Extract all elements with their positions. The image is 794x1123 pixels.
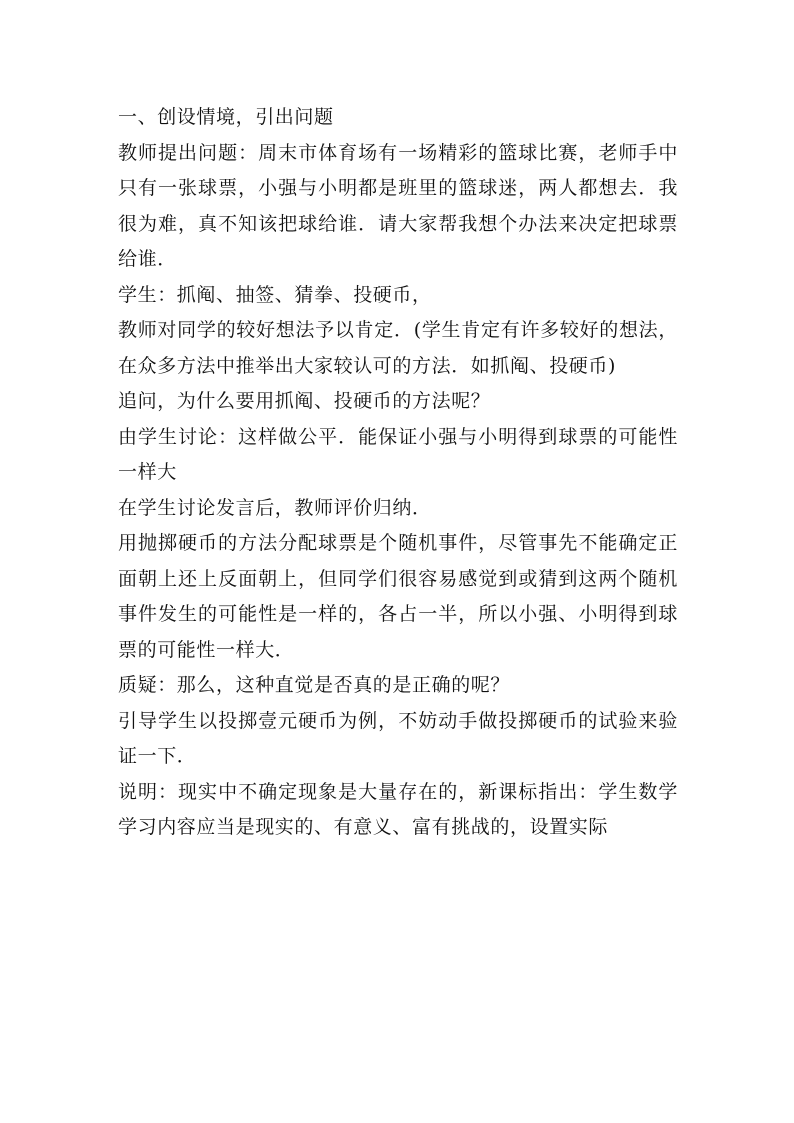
paragraph-teacher-summary: 在学生讨论发言后，教师评价归纳．	[118, 496, 432, 519]
paragraph-follow-up: 追问，为什么要用抓阄、投硬币的方法呢？	[118, 390, 491, 412]
paragraph-student-discussion: 由学生讨论：这样做公平．能保证小强与小明得到球票的可能性一样大	[118, 425, 678, 483]
paragraph-coin-explanation: 用抛掷硬币的方法分配球票是个随机事件，尽管事先不能确定正面朝上还上反面朝上，但同学们很容易感觉到或猜到这两个随机事件发生的可能性是一样的，各占一半，所以小强、小明得到球票的可能性一样大．	[118, 532, 678, 661]
section-heading: 一、创设情境，引出问题	[118, 106, 334, 128]
document-body	[118, 100, 678, 846]
paragraph-question-intuition: 质疑：那么，这种直觉是否真的是正确的呢？	[118, 674, 511, 696]
paragraph-teacher-affirm: 教师对同学的较好想法予以肯定．(学生肯定有许多较好的想法，在众多方法中推举出大家较认可的方法．如抓阄、投硬币)	[118, 319, 678, 377]
paragraph-student-answer: 学生：抓阄、抽签、猜拳、投硬币，	[118, 283, 432, 306]
paragraph-guide-experiment: 引导学生以投掷壹元硬币为例，不妨动手做投掷硬币的试验来验证一下．	[118, 709, 678, 767]
paragraph-note: 说明：现实中不确定现象是大量存在的，新课标指出：学生数学学习内容应当是现实的、有意义、富有挑战的，设置实际	[118, 780, 678, 838]
paragraph-teacher-question: 教师提出问题：周末市体育场有一场精彩的篮球比赛，老师手中只有一张球票，小强与小明都是班里的篮球迷，两人都想去．我很为难，真不知该把球给谁．请大家帮我想个办法来决定把球票给谁．	[118, 141, 678, 270]
